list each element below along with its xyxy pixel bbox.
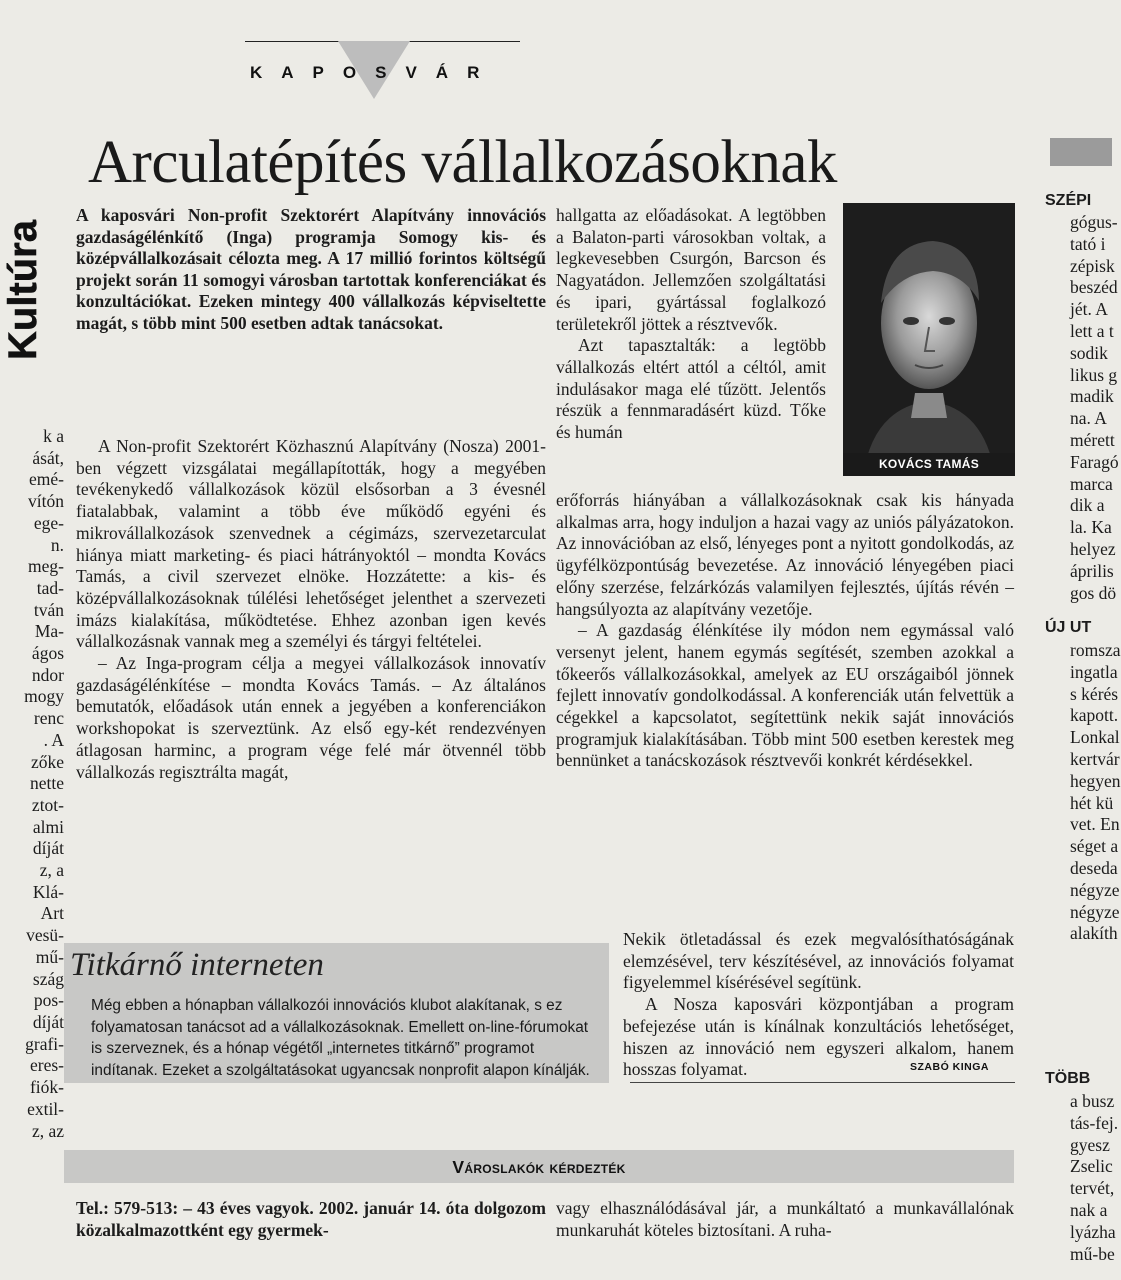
fragment-line: nak a [1070, 1199, 1108, 1220]
fragment-line: helyez [1070, 538, 1116, 559]
right-column-block [1070, 1091, 1118, 1265]
fragment-line: dik a [1070, 495, 1105, 516]
fragment-line: almi [32, 816, 64, 837]
fragment-line: zépisk [1070, 255, 1115, 276]
fragment-line: Lonkal [1070, 727, 1120, 748]
vertical-label-text: Kultúra [1, 220, 45, 360]
fragment-line: tervét, [1070, 1178, 1115, 1199]
fragment-line: mogy [24, 686, 64, 707]
fragment-line: ását, [32, 447, 64, 468]
fragment-line: séget a [1070, 836, 1119, 857]
photo-caption: KOVÁCS TAMÁS [843, 453, 1015, 476]
fragment-line: deseda [1070, 857, 1118, 878]
fragment-line: ztot- [31, 794, 64, 815]
fragment-line: . A [43, 729, 64, 750]
byline-rule [630, 1082, 1015, 1083]
fragment-line: z, a [39, 860, 64, 881]
fragment-line: renc [33, 708, 64, 729]
fragment-line: n. [50, 534, 64, 555]
fragment-line: sodik [1070, 342, 1108, 363]
fragment-line: mérett [1070, 429, 1115, 450]
fragment-line: kertvár [1070, 748, 1120, 769]
body-paragraph: erőforrás hiányában a vállalkozásoknak csak kis hányada alkalmas arra, hogy induljon a hazai vagy az uniós pályázatokon. Az innovációban az első, lényeges pont a nyitott gondolkodás, az ügyfélközpontúság bevezetése. Az innováció lényegében piaci előny szerzése, felzárkózás valamilyen fejlesztés, újítás révén – hangsúlyozta az alapítvány vezetője. [556, 490, 1014, 619]
fragment-line: négyze [1070, 901, 1120, 922]
right-column-subhead: TÖBB [1045, 1070, 1091, 1087]
fragment-line: z, az [31, 1120, 64, 1141]
fragment-line: Ma- [34, 621, 64, 642]
body-paragraph: Azt tapasztalták: a legtöbb vállalkozás eltért attól a céltól, amit indulásakor maga elé tűzött. Jelentős részük a fennmaradásért küzd. Tőke és humán [556, 335, 826, 443]
fragment-line: tás-fej. [1070, 1112, 1119, 1133]
body-paragraph: A Nosza kaposvári központjában a program befejezése után is kínálnak konzultációs lehetőséget, hiszen az innováció nem egyszeri alkalom, hanem hosszas folyamat. [623, 994, 1014, 1080]
fragment-line: Klá- [32, 881, 64, 902]
fragment-line: Zselic [1070, 1156, 1113, 1177]
byline: SZABÓ KINGA [910, 1061, 989, 1073]
fragment-line: hegyen [1070, 770, 1121, 791]
fragment-line: lyázha [1070, 1221, 1116, 1242]
fragment-line: vesü- [26, 925, 64, 946]
body-paragraph: Nekik ötletadással és ezek megvalósíthatóságának elemzésével, terv készítésével, az innovációs folyamat figyelemmel kísérésével segítünk. [623, 929, 1014, 993]
fragment-line: Faragó [1070, 451, 1119, 472]
fragment-line: vítón [28, 491, 64, 512]
fragment-line: hét kü [1070, 792, 1114, 813]
body-paragraph: – Az Inga-program célja a megyei vállalkozások innovatív gazdaságélénkítése – mondta Kovács Tamás. – Az általános bemutatók, előadások után ennek a jegyében a konferenciákon workshopokat is szerveztünk. Az első egy-két rendezvényen átlagosan harminc, a program vége felé már ötvennél több vállalkozás regisztrálta magát, [76, 653, 546, 782]
fragment-line: alakíth [1070, 923, 1118, 944]
fragment-line: emé- [29, 469, 64, 490]
fragment-line: meg- [28, 556, 64, 577]
fragment-line: s kérés [1070, 683, 1119, 704]
portrait-image [843, 203, 1015, 476]
fragment-line: k a [43, 426, 64, 446]
fragment-line: Art [40, 903, 64, 924]
fragment-line: beszéd [1070, 277, 1118, 298]
fragment-line: kapott. [1070, 705, 1119, 726]
body-column-mid-bottom [623, 929, 1014, 1081]
fragment-line: ndor [31, 664, 64, 685]
fragment-line: díját [32, 1011, 64, 1032]
body-paragraph: A Non-profit Szektorért Közhasznú Alapítvány (Nosza) 2001-ben végzett vizsgálatai megállapították, hogy a megyében tevékenykedő vállalkozások közül elsősorban a 3 évesnél fiatalabbak, valamint a több éve működő egyéni és mikrovállalkozások szenvednek a cégimázs, szervezetarculat hiánya miatt marketing- és piaci hátrányoktól – mondta Kovács Tamás, a civil szervezet elnöke. Hozzátette: a kis- és középvállalkozásoknak túlélési lehetőséget jelenthet a szervezeti imázs kialakítása, működtetése. Ehhez azonban igen kevés vállalkozásnak vannak meg a személyi és tárgyi feltételei. [76, 436, 546, 652]
vertical-section-label [0, 210, 50, 370]
right-column-subhead: SZÉPI [1045, 192, 1092, 209]
fragment-line: díját [32, 838, 64, 859]
fragment-line: ege- [33, 512, 64, 533]
fragment-line: pos- [33, 990, 64, 1011]
fragment-line: gos dö [1070, 582, 1117, 603]
fragment-line: szág [32, 968, 64, 989]
fragment-line: la. Ka [1070, 517, 1112, 538]
fragment-line: április [1070, 560, 1114, 581]
fragment-line: likus g [1070, 364, 1118, 385]
fragment-line: tató i [1070, 233, 1106, 254]
fragment-line: négyze [1070, 879, 1120, 900]
fragment-line: a busz [1070, 1091, 1115, 1111]
sidebar-box-text: Még ebben a hónapban vállalkozói innovációs klubot alakítanak, s ez folyamatosan tanácsot ad a vállalkozásoknak. Emellett on-line-fórumokat is szerveznek, és a hónap végétől „internetes titkárnő” programot indítanak. Ezeket a szolgáltatásokat ugyancsak nonprofit alapon kínálják. [91, 997, 590, 1079]
fragment-line: extil- [27, 1098, 64, 1119]
fragment-line: zőke [30, 751, 64, 772]
fragment-line: romsza [1070, 640, 1121, 660]
fragment-line: gógus- [1070, 212, 1118, 232]
right-column-subhead: ÚJ UT [1045, 619, 1092, 636]
body-column-left [76, 436, 546, 783]
fragment-line: fiók- [29, 1077, 64, 1098]
lead-paragraph: A kaposvári Non-profit Szektorért Alapítvány innovációs gazdaságélénkítő (Inga) programja Somogy kis- és középvállalkozásait célozta meg. A 17 millió forintos költségű projekt során 11 somogyi városban tartottak konferenciákat és konzultációkat. Ezeken mintegy 400 vállalkozás képviseltette magát, s több mint 500 esetben adtak tanácsokat. [76, 205, 546, 333]
right-column-block [1070, 640, 1121, 945]
fragment-line: eres- [29, 1055, 64, 1076]
fragment-line: mű- [35, 946, 64, 967]
fragment-line: ágos [31, 643, 64, 664]
fragment-line: vet. En [1070, 814, 1120, 835]
fragment-line: nette [29, 773, 64, 794]
questions-left-text: Tel.: 579-513: – 43 éves vagyok. 2002. január 14. óta dolgozom közalkalmazottként egy gyermek- [76, 1198, 546, 1240]
fragment-line: tad- [36, 577, 64, 598]
fragment-line: ingatla [1070, 661, 1118, 682]
body-paragraph: – A gazdaság élénkítése ily módon nem egymással való versenyt jelent, hanem egymás segítését, szemben azokkal a tőkeerős vállalkozásokkal, amelyek az EU országaiból jönnek fejlett innovatív gondolkodással. A konferenciák után felvettük a cégekkel a kapcsolatot, segítettünk nekik saját innovációs programjuk kialakításában. Több mint 500 esetben kerestek meg bennünket a tanácskozások résztvevői konkrét kérdésekkel. [556, 620, 1014, 771]
questions-right-text: vagy elhasználódásával jár, a munkáltató a munkavállalónak munkaruhát köteles biztosítani. A ruha- [556, 1198, 1014, 1240]
fragment-line: tván [33, 599, 64, 620]
headline: Arculatépítés vállalkozásoknak [88, 129, 837, 196]
fragment-line: na. A [1070, 408, 1107, 429]
section-label: KAPOSVÁR [250, 63, 499, 82]
fragment-line: jét. A [1070, 299, 1108, 320]
fragment-line: madik [1070, 386, 1114, 407]
right-column-header-bar [1050, 138, 1112, 166]
questions-header-title: Városlakók kérdezték [452, 1157, 626, 1177]
sidebar-box-title: Titkárnő interneten [70, 947, 324, 983]
left-cutoff-column [0, 426, 64, 1142]
fragment-line: lett a t [1070, 320, 1114, 341]
fragment-line: grafi- [25, 1033, 64, 1054]
right-column-block [1070, 212, 1119, 604]
fragment-line: mű-be [1070, 1243, 1115, 1264]
fragment-line: marca [1070, 473, 1113, 494]
portrait-photo [843, 203, 1015, 476]
body-column-mid [556, 490, 1014, 772]
body-column-mid-top [556, 205, 826, 444]
body-paragraph: hallgatta az előadásokat. A legtöbben a Balaton-parti városokban voltak, a legkevesebben Csurgón, Barcson és Nagyatádon. Jellemzően szolgáltatási és ipari, gyártással foglalkozó területekről jöttek a résztvevők. [556, 205, 826, 334]
fragment-line: gyesz [1070, 1134, 1110, 1155]
